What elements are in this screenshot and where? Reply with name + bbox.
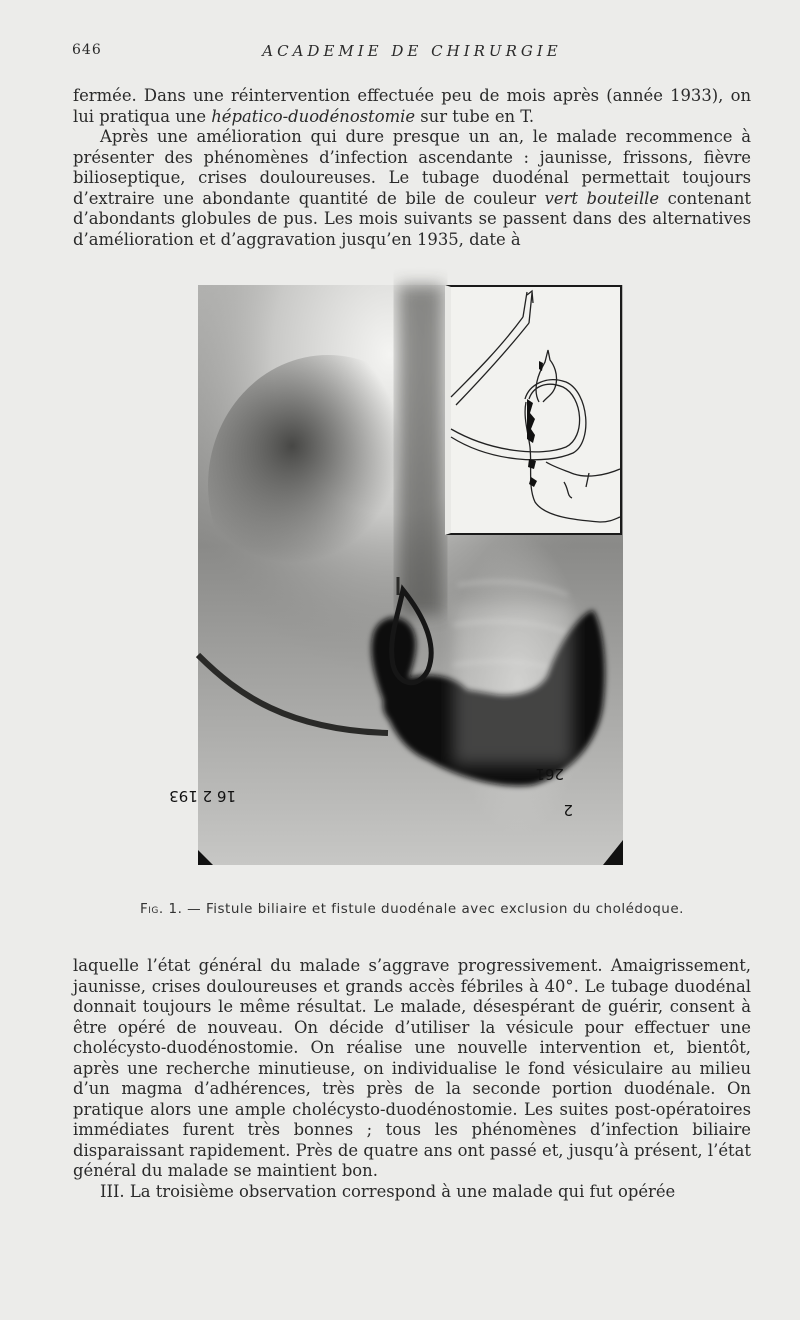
film-marker-left: 16 2 193 [169, 787, 236, 805]
figure-number: Fig. 1. [140, 901, 183, 917]
figure-1 [169, 285, 623, 865]
film-marker-right-top: 261 [535, 765, 564, 783]
schematic-inset [445, 285, 622, 535]
text-run: Après une amélioration qui dure presque un an, le malade recommence à présenter des phénomènes d’infection ascendante : jaunisse, frissons, fièvre bilioseptique, crises douloureuses. Le tubage duodénal permettait toujours d’extraire une abondante quantité de bile de couleur [73, 127, 751, 208]
paragraph [73, 127, 751, 250]
text-run: laquelle l’état général du malade s’aggrave progressivement. Amaigrissement, jaunisse, crises douloureuses et grands accès fébriles à 40°. Le tubage duodénal donnait toujours le même résultat. Le malade, désespérant de guérir, consent à être opéré de nouveau. On décide d’utiliser la vésicule pour effectuer une cholécysto-duodénostomie. On réalise une nouvelle intervention et, bientôt, après une recherche minutieuse, on individualise le fond vésiculaire au milieu d’un magma d’adhérences, très près de la seconde portion duodénale. On pratique alors une ample cholécysto-duodénostomie. Les suites post-opératoires immédiates furent très bonnes ; tous les phénomènes d’infection biliaire disparaissant rapidement. Près de quatre ans ont passé et, jusqu’à présent, l’état général du malade se maintient bon. [73, 956, 751, 1180]
text-run: sur tube en T. [415, 106, 535, 126]
paragraph [73, 86, 751, 127]
paragraph [73, 956, 751, 1182]
body-text-top [73, 86, 751, 250]
caption-text: — Fistule biliaire et fistule duodénale avec exclusion du cholédoque. [182, 901, 684, 917]
running-title: ACADEMIE DE CHIRURGIE [262, 42, 562, 60]
body-text-bottom [73, 956, 751, 1202]
film-marker-right-bottom: 2 [563, 801, 573, 819]
text-run: III. La troisième observation correspond à une malade qui fut opérée [100, 1181, 676, 1201]
paragraph [73, 1182, 751, 1203]
italic-term: vert bouteille [544, 188, 660, 208]
italic-term: hépatico-duodénostomie [211, 106, 416, 126]
schematic-drawing [451, 287, 620, 533]
text-run: contenant d’abondants globules de pus. Les mois suivants se passent dans des alternatives d’amélioration et d’aggravation jusqu’en 1935, date à [73, 188, 751, 249]
page-number: 646 [72, 42, 102, 58]
figure-caption [73, 901, 751, 917]
page-header [72, 42, 752, 62]
text-run: fermée. Dans une réintervention effectuée peu de mois après (année 1933), on lui pratiqua une [73, 86, 751, 126]
